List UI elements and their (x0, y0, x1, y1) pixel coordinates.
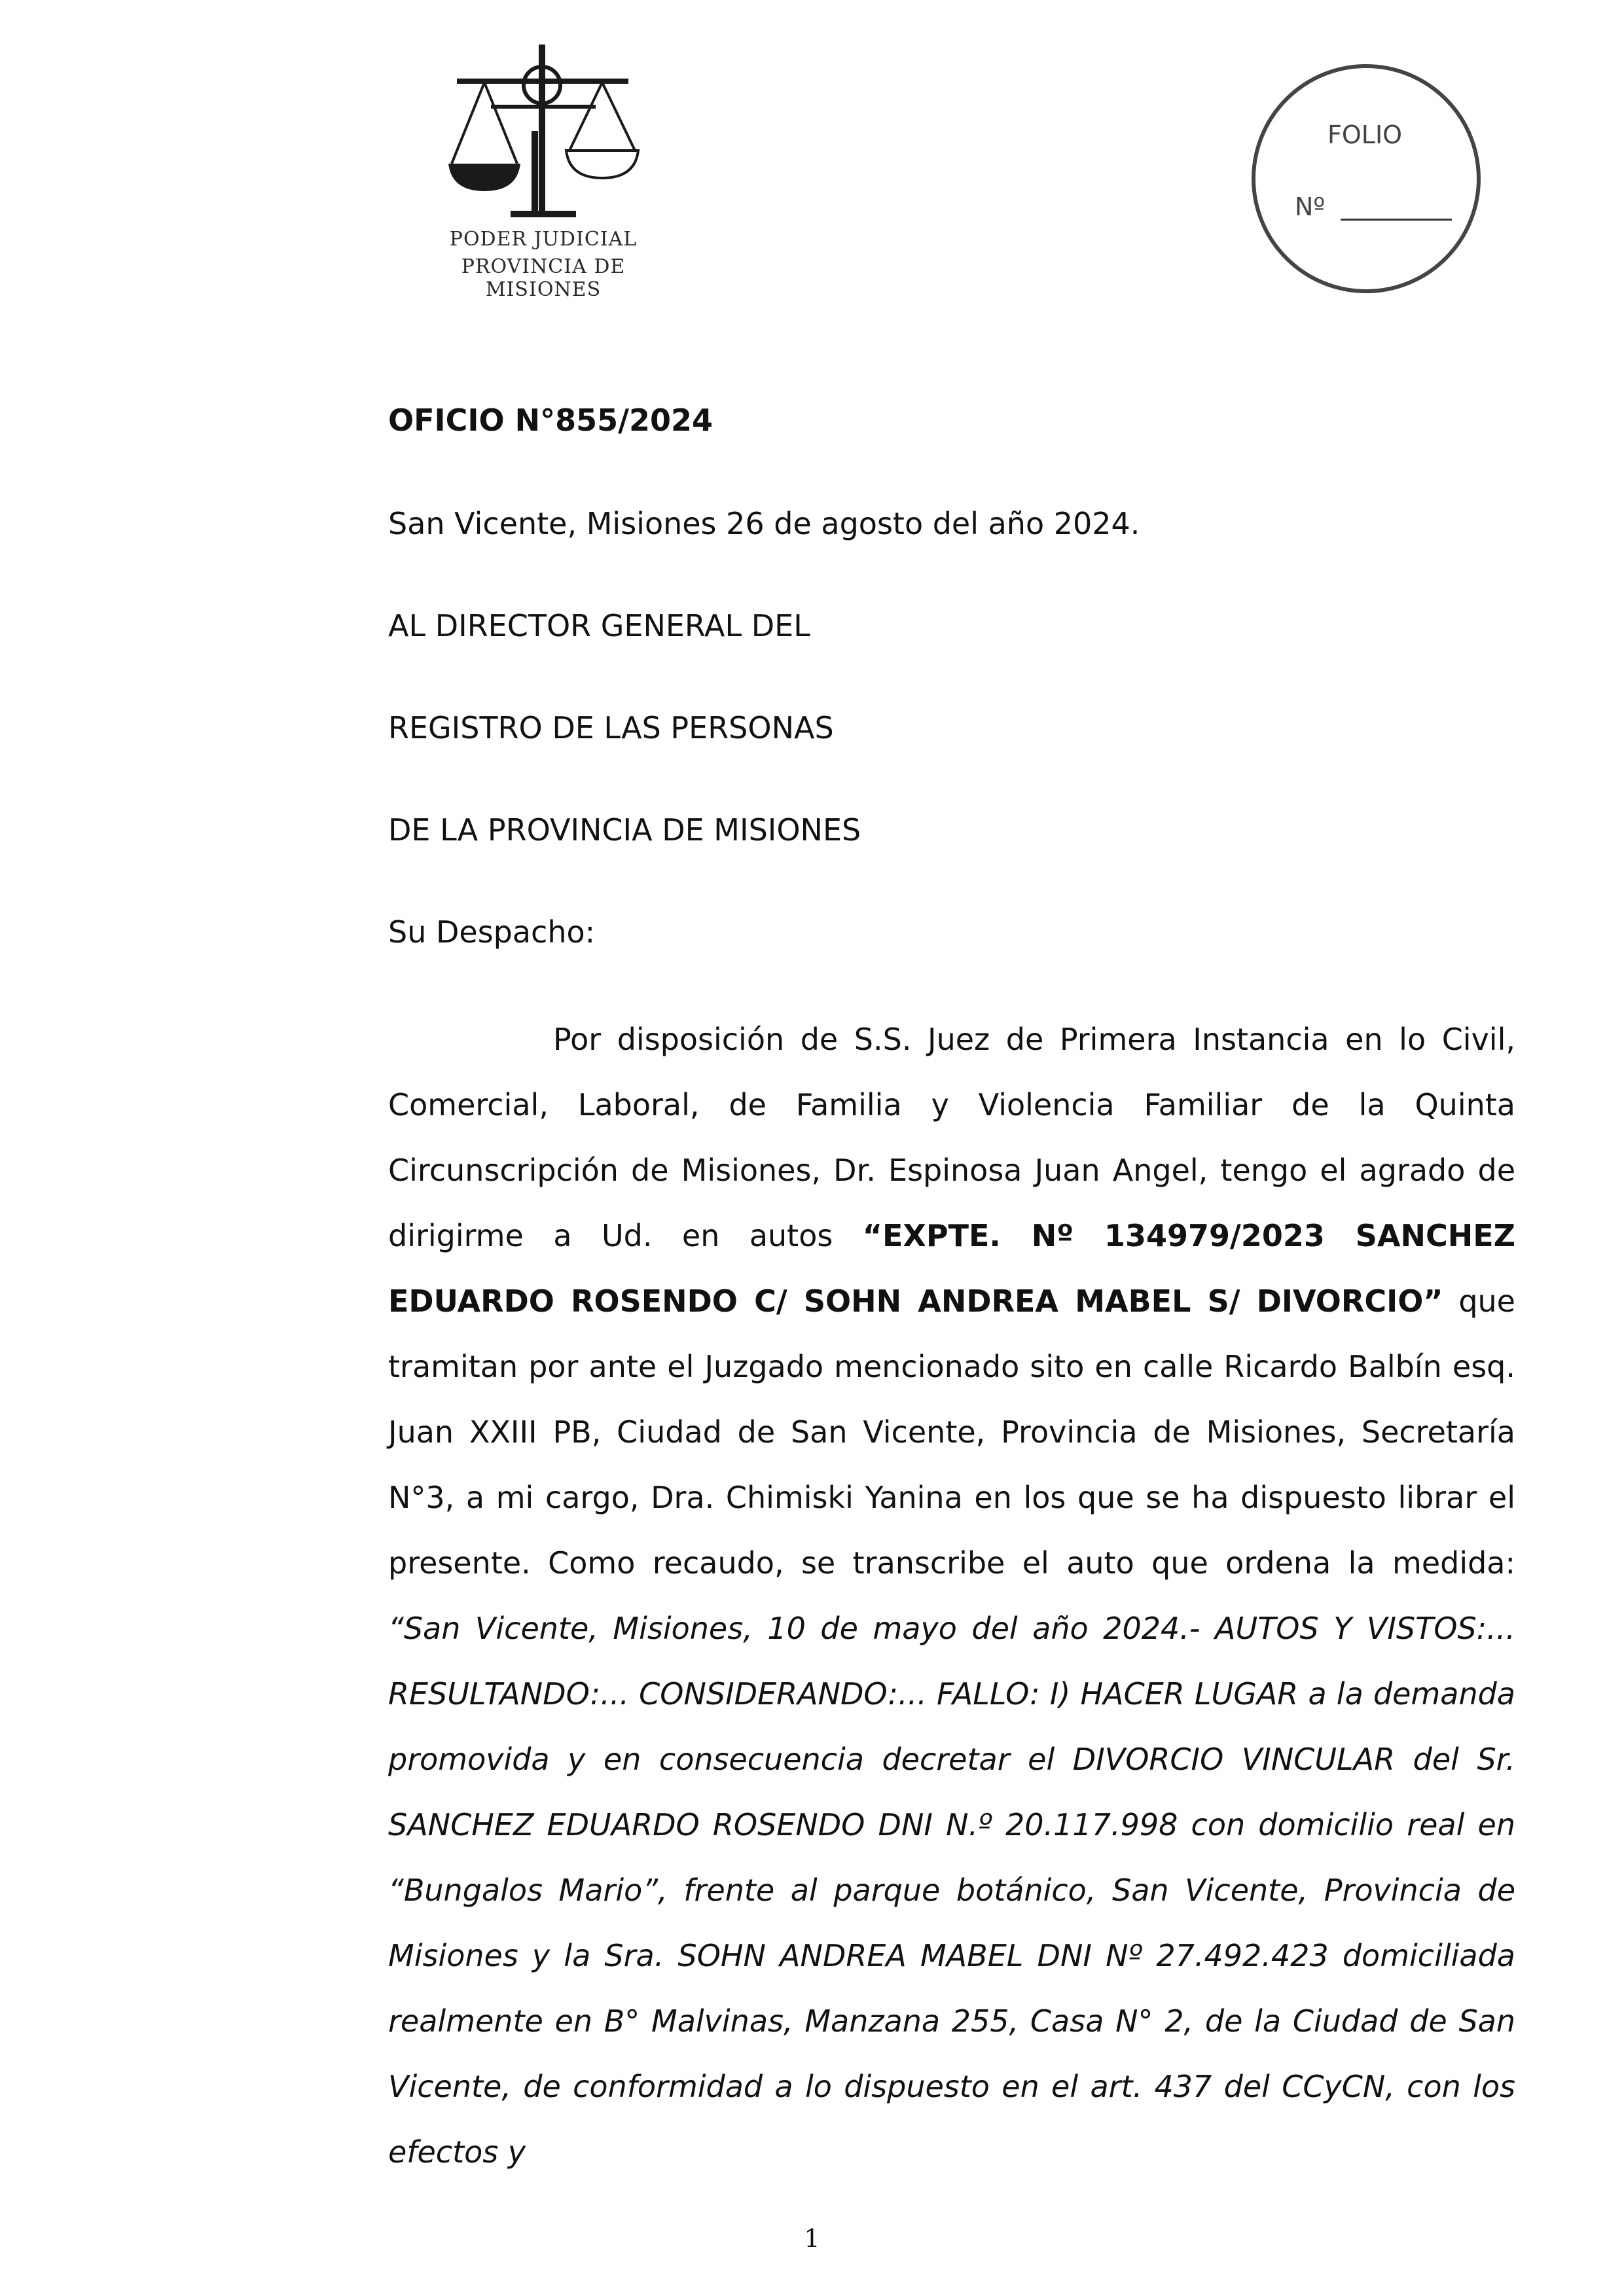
logo-text-poder-judicial: PODER JUDICIAL (449, 228, 638, 251)
oficio-number: OFICIO N°855/2024 (388, 403, 713, 438)
folio-number-label: Nº (1295, 192, 1326, 221)
salutation: Su Despacho: (388, 914, 596, 950)
recipient-line-1: AL DIRECTOR GENERAL DEL (388, 608, 810, 643)
folio-label: FOLIO (1327, 120, 1403, 149)
page-number: 1 (804, 2224, 820, 2253)
folio-number-blank (1341, 219, 1452, 221)
recipient-line-3: DE LA PROVINCIA DE MISIONES (388, 812, 861, 848)
recipient-line-2: REGISTRO DE LAS PERSONAS (388, 710, 834, 745)
transcribed-ruling: “San Vicente, Misiones, 10 de mayo del año 2024.- AUTOS Y VISTOS:... RESULTANDO:... CONSIDERANDO:... FALLO: I) HACER LUGAR a la demanda promovida y en consecuencia decretar el DIVORCIO VINCULAR del Sr. SANCHEZ EDUARDO ROSENDO DNI N.º 20.117.998 con domicilio real en “Bungalos Mario”, frente al parque botánico, San Vicente, Provincia de Misiones y la Sra. SOHN ANDREA MABEL DNI Nº 27.492.423 domiciliada realmente en B° Malvinas, Manzana 255, Casa N° 2, de la Ciudad de San Vicente, de conformidad a lo dispuesto en el art. 437 del CCyCN, con los efectos y (388, 1611, 1515, 2170)
body-text-intro: Por disposición de S.S. Juez de Primera Instancia en lo Civil, Comercial, Laboral, de Familia y Violencia Familiar de la Quinta Circunscripción de Misiones, Dr. Espinosa Juan Angel, tengo el agrado de dirigirme a Ud. en autos (388, 1022, 1515, 1253)
folio-stamp (1252, 64, 1481, 293)
body-text-continued: que tramitan por ante el Juzgado mencionado sito en calle Ricardo Balbín esq. Juan XXIII PB, Ciudad de San Vicente, Provincia de Misiones, Secretaría N°3, a mi cargo, Dra. Chimiski Yanina en los que se ha dispuesto librar el presente. Como recaudo, se transcribe el auto que ordena la medida: (388, 1283, 1515, 1581)
date-line: San Vicente, Misiones 26 de agosto del año 2024. (388, 506, 1140, 541)
poder-judicial-logo (406, 39, 681, 301)
logo-text-provincia: PROVINCIA DE MISIONES (461, 255, 626, 301)
body-paragraph (388, 1007, 1515, 2185)
case-reference: “EXPTE. Nº 134979/2023 SANCHEZ EDUARDO ROSENDO C/ SOHN ANDREA MABEL S/ DIVORCIO” (388, 1218, 1515, 1319)
scales-of-justice-icon (445, 39, 641, 223)
